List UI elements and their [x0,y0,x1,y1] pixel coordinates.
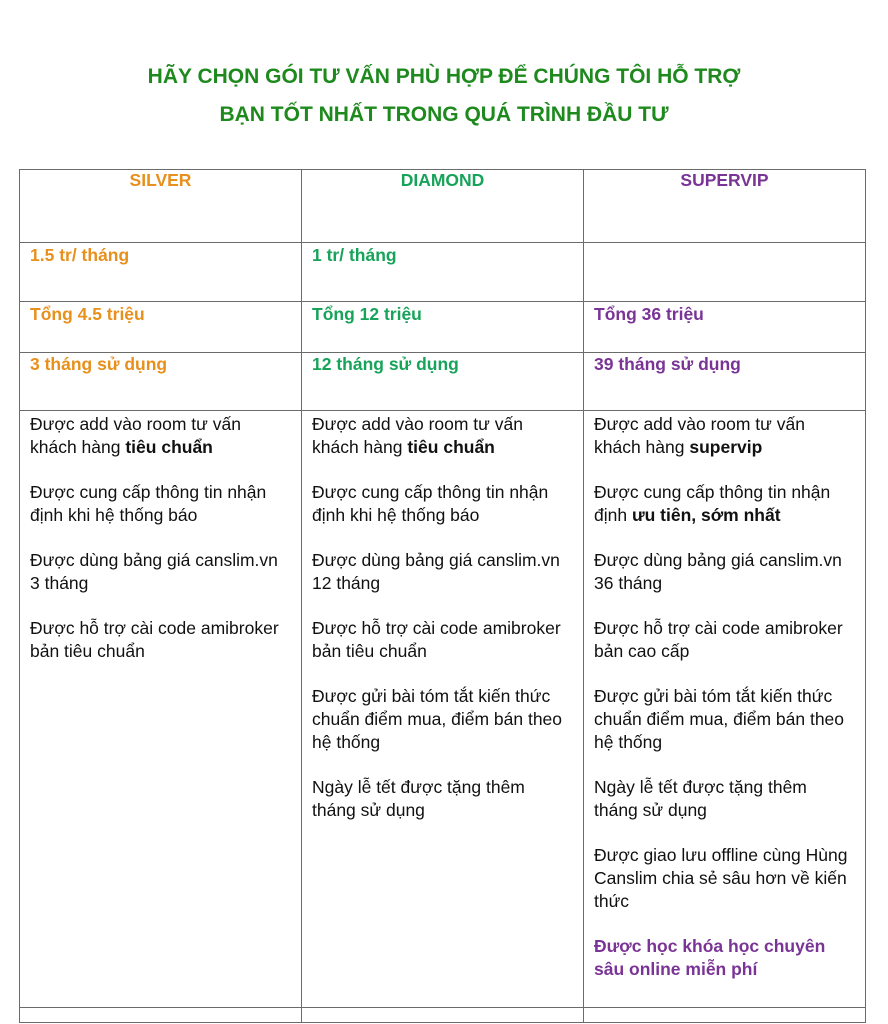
feature-item [312,481,573,527]
feature-item [312,685,573,754]
feature-item [30,617,291,663]
feature-item [30,481,291,527]
feature-item [30,413,291,459]
feature-item [594,776,855,822]
feature-item [594,481,855,527]
features-supervip [584,411,866,1008]
feature-text: Được dùng bảng giá canslim.vn 12 tháng [312,550,560,593]
bottom-cell [584,1008,866,1023]
plan-header-row [20,170,866,243]
feature-text: Được cung cấp thông tin nhận định khi hệ thống báo [30,482,267,525]
monthly-price-diamond: 1 tr/ tháng [302,243,584,302]
feature-emphasis: tiêu chuẩn [407,437,495,457]
feature-text: Được cung cấp thông tin nhận định khi hệ thống báo [312,482,549,525]
plan-name-diamond: DIAMOND [302,170,584,243]
feature-text: Được cung cấp thông tin nhận định [594,482,831,525]
feature-item [594,935,855,981]
feature-text: Ngày lễ tết được tặng thêm tháng sử dụng [312,777,525,820]
pricing-table [19,169,866,1023]
feature-item [594,413,855,459]
page-title [0,58,888,134]
bottom-cell [20,1008,302,1023]
feature-emphasis: supervip [689,437,763,457]
feature-text: Được add vào room tư vấn khách hàng [312,414,523,457]
feature-text: Ngày lễ tết được tặng thêm tháng sử dụng [594,777,807,820]
feature-item [594,685,855,754]
feature-item [594,844,855,913]
feature-item [312,617,573,663]
feature-emphasis: tiêu chuẩn [125,437,213,457]
feature-text: Được add vào room tư vấn khách hàng [594,414,805,457]
total-price-silver: Tổng 4.5 triệu [20,302,302,353]
monthly-price-supervip [584,243,866,302]
feature-item [594,549,855,595]
feature-item [594,617,855,663]
table-bottom-row [20,1008,866,1023]
total-price-supervip: Tổng 36 triệu [584,302,866,353]
feature-text: Được gửi bài tóm tắt kiến thức chuẩn điểm mua, điểm bán theo hệ thống [594,686,845,752]
total-price-row [20,302,866,353]
duration-diamond: 12 tháng sử dụng [302,353,584,411]
plan-name-silver: SILVER [20,170,302,243]
feature-emphasis: Được học khóa học chuyên sâu online miễn phí [594,936,826,979]
duration-silver: 3 tháng sử dụng [20,353,302,411]
feature-text: Được dùng bảng giá canslim.vn 3 tháng [30,550,278,593]
features-row [20,411,866,1008]
feature-text: Được hỗ trợ cài code amibroker bản cao cấp [594,618,843,661]
feature-text: Được giao lưu offline cùng Hùng Canslim chia sẻ sâu hơn về kiến thức [594,845,848,911]
monthly-price-silver: 1.5 tr/ tháng [20,243,302,302]
bottom-cell [302,1008,584,1023]
feature-text: Được add vào room tư vấn khách hàng [30,414,241,457]
title-line-1: HÃY CHỌN GÓI TƯ VẤN PHÙ HỢP ĐỂ CHÚNG TÔI HỖ TRỢ [147,65,741,88]
feature-item [312,413,573,459]
feature-emphasis: ưu tiên, sớm nhất [631,505,781,525]
feature-text: Được gửi bài tóm tắt kiến thức chuẩn điểm mua, điểm bán theo hệ thống [312,686,563,752]
feature-text: Được hỗ trợ cài code amibroker bản tiêu chuẩn [30,618,279,661]
total-price-diamond: Tổng 12 triệu [302,302,584,353]
feature-item [312,776,573,822]
monthly-price-row [20,243,866,302]
feature-text: Được hỗ trợ cài code amibroker bản tiêu chuẩn [312,618,561,661]
feature-item [30,549,291,595]
features-silver [20,411,302,1008]
plan-name-supervip: SUPERVIP [584,170,866,243]
title-line-2: BẠN TỐT NHẤT TRONG QUÁ TRÌNH ĐẦU TƯ [219,103,669,126]
feature-text: Được dùng bảng giá canslim.vn 36 tháng [594,550,842,593]
feature-item [312,549,573,595]
duration-supervip: 39 tháng sử dụng [584,353,866,411]
features-diamond [302,411,584,1008]
duration-row [20,353,866,411]
